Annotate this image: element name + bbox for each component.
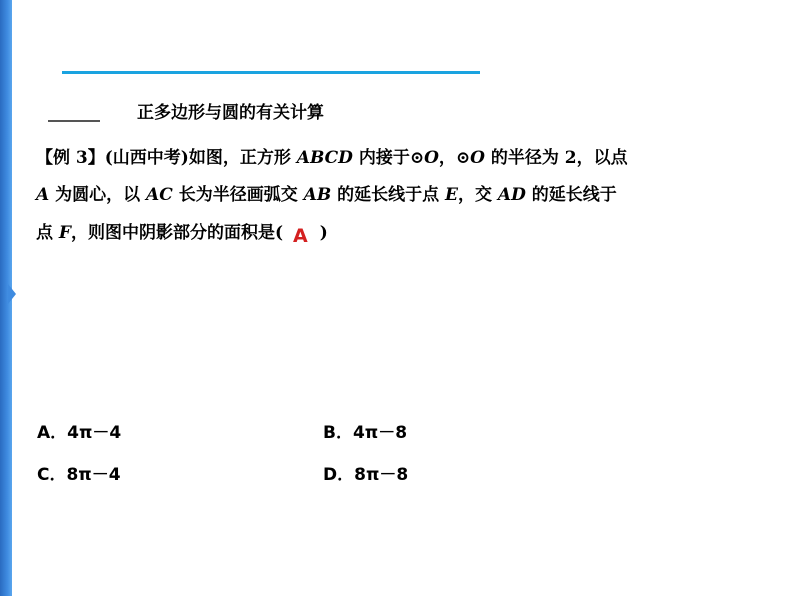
math-var: E (445, 185, 458, 205)
math-var: AC (146, 185, 173, 205)
problem-text-part: 如图，正方形 (188, 148, 291, 168)
math-var: O (470, 148, 485, 168)
math-var: A (36, 185, 50, 205)
problem-text-part: 的延长线于点 (331, 185, 440, 205)
math-var: AB (303, 185, 332, 205)
problem-text-part: ，⊙ (438, 148, 471, 168)
option-c[interactable]: C．8π－4 (37, 465, 121, 485)
problem-text-part: ，交 (458, 185, 492, 205)
math-var: AD (497, 185, 526, 205)
problem-text-part: 的延长线于 (525, 185, 617, 205)
section-title: 正多边形与圆的有关计算 (137, 103, 324, 123)
left-bar-notch (8, 284, 16, 304)
problem-text-part: 为圆心，以 (49, 185, 141, 205)
section-blank-underline (48, 120, 100, 122)
option-a[interactable]: A．4π－4 (37, 423, 122, 443)
top-divider-line (62, 71, 480, 74)
problem-text-part: ) (319, 223, 328, 243)
math-var: ABCD (296, 148, 353, 168)
problem-text-part: 的半径为 2，以点 (484, 148, 628, 168)
problem-text-part: 内接于⊙ (352, 148, 425, 168)
math-var: O (424, 148, 439, 168)
problem-text-part: ，则图中阴影部分的面积是( (71, 223, 284, 243)
answer-mark: A (293, 225, 308, 247)
problem-text (36, 140, 766, 252)
math-var: F (58, 223, 71, 243)
option-d[interactable]: D．8π－8 (323, 465, 409, 485)
problem-text-part: 点 (36, 223, 53, 243)
option-b[interactable]: B．4π－8 (323, 423, 408, 443)
problem-source: (山西中考) (104, 148, 189, 168)
example-label: 【例 3】 (36, 148, 105, 168)
problem-text-part: 长为半径画弧交 (172, 185, 298, 205)
